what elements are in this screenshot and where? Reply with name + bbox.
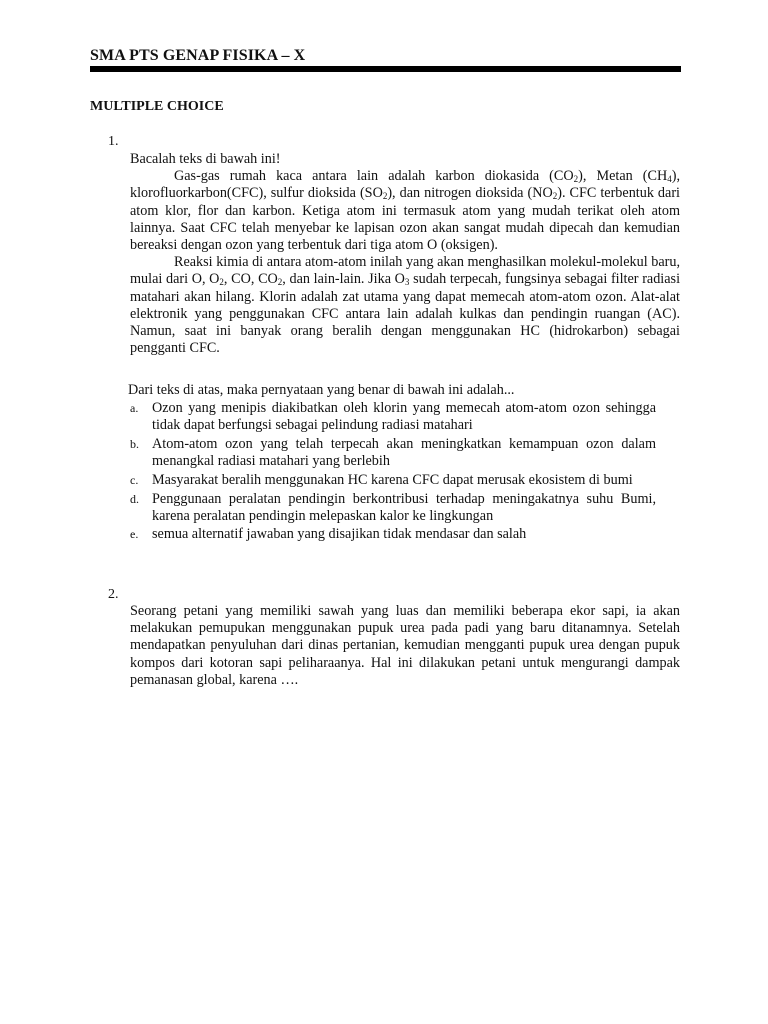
option-letter: b. — [130, 436, 139, 451]
option-text: Penggunaan peralatan pendingin berkontribusi terhadap meningakatnya suhu Bumi, karena peralatan pendingin melepaskan kalor ke lingkungan — [152, 490, 656, 524]
section-title: MULTIPLE CHOICE — [90, 99, 224, 114]
option-e[interactable] — [130, 526, 656, 543]
option-a[interactable] — [130, 400, 656, 434]
question-1-paragraph-2: Reaksi kimia di antara atom-atom inilah yang akan menghasilkan molekul-molekul baru, mulai dari O, $O_2$, CO, $CO_2$, dan lain-lain. Jika $O_3$ sudah terpecah, fungsinya sebagai filter radiasi matahari akan hilang. Klorin adalah zat utama yang dapat memecah atom-atom ozon. Alat-alat elektronik yang penggunakan CFC antara lain adalah kulkas dan pendingin ruangan (AC). Namun, saat ini banyak orang beralih dengan menggunakan HC (hidrokarbon) sebagai pengganti CFC. — [130, 254, 681, 357]
option-letter: c. — [130, 472, 139, 487]
question-2-text: Seorang petani yang memiliki sawah yang luas dan memiliki beberapa ekor sapi, ia akan melakukan pemupukan menggunakan pupuk urea pada padi yang baru ditanamnya. Setelah mendapatkan penyuluhan dari dinas pertanian, kemudian mengganti pupuk urea dengan pupuk kompos dari kotoran sapi peliharaanya. Hal ini dilakukan petani untuk mengurangi dampak pemanasan global, karena …. — [130, 603, 680, 688]
option-d[interactable] — [130, 491, 656, 525]
option-letter: e. — [130, 527, 139, 542]
question-1-options — [130, 400, 656, 545]
question-number-1: 1. — [108, 134, 119, 149]
question-number-2: 2. — [108, 587, 119, 602]
document-title: SMA PTS GENAP FISIKA – X — [90, 47, 306, 64]
option-text: Ozon yang menipis diakibatkan oleh klorin yang memecah atom-atom ozon sehingga tidak dapat berfungsi sebagai pelindung radiasi matahari — [152, 400, 656, 434]
option-text: Atom-atom ozon yang telah terpecah akan meningkatkan kemampuan ozon dalam menangkal radiasi matahari yang berlebih — [152, 435, 656, 470]
option-text: semua alternatif jawaban yang disajikan tidak mendasar dan salah — [152, 526, 527, 543]
option-letter: a. — [130, 401, 139, 415]
header-divider — [90, 66, 681, 72]
question-1-intro: Bacalah teks di bawah ini! — [130, 151, 281, 167]
question-2-passage — [130, 603, 680, 689]
option-letter: d. — [130, 491, 139, 506]
question-1-prompt: Dari teks di atas, maka pernyataan yang benar di bawah ini adalah... — [128, 382, 515, 398]
option-c[interactable] — [130, 472, 656, 489]
question-1-paragraph-1: Gas-gas rumah kaca antara lain adalah karbon diokasida $(CO_2)$, Metan $(CH_4)$, klorofluorkarbon(CFC), sulfur dioksida $(SO_2)$, dan nitrogen dioksida $(NO_2)$. CFC terbentuk dari atom klor, flor dan karbon. Ketiga atom ini termasuk atom yang mudah terikat oleh atom lainnya. Saat CFC telah menyebar ke lapisan ozon akan sangat mudah dipecah dan kemudian bereaksi dengan ozon yang terbentuk dari tiga atom O (oksigen). — [130, 168, 680, 254]
option-b[interactable] — [130, 436, 656, 470]
option-text: Masyarakat beralih menggunakan HC karena CFC dapat merusak ekosistem di bumi — [152, 471, 633, 488]
question-1-passage — [130, 151, 680, 357]
